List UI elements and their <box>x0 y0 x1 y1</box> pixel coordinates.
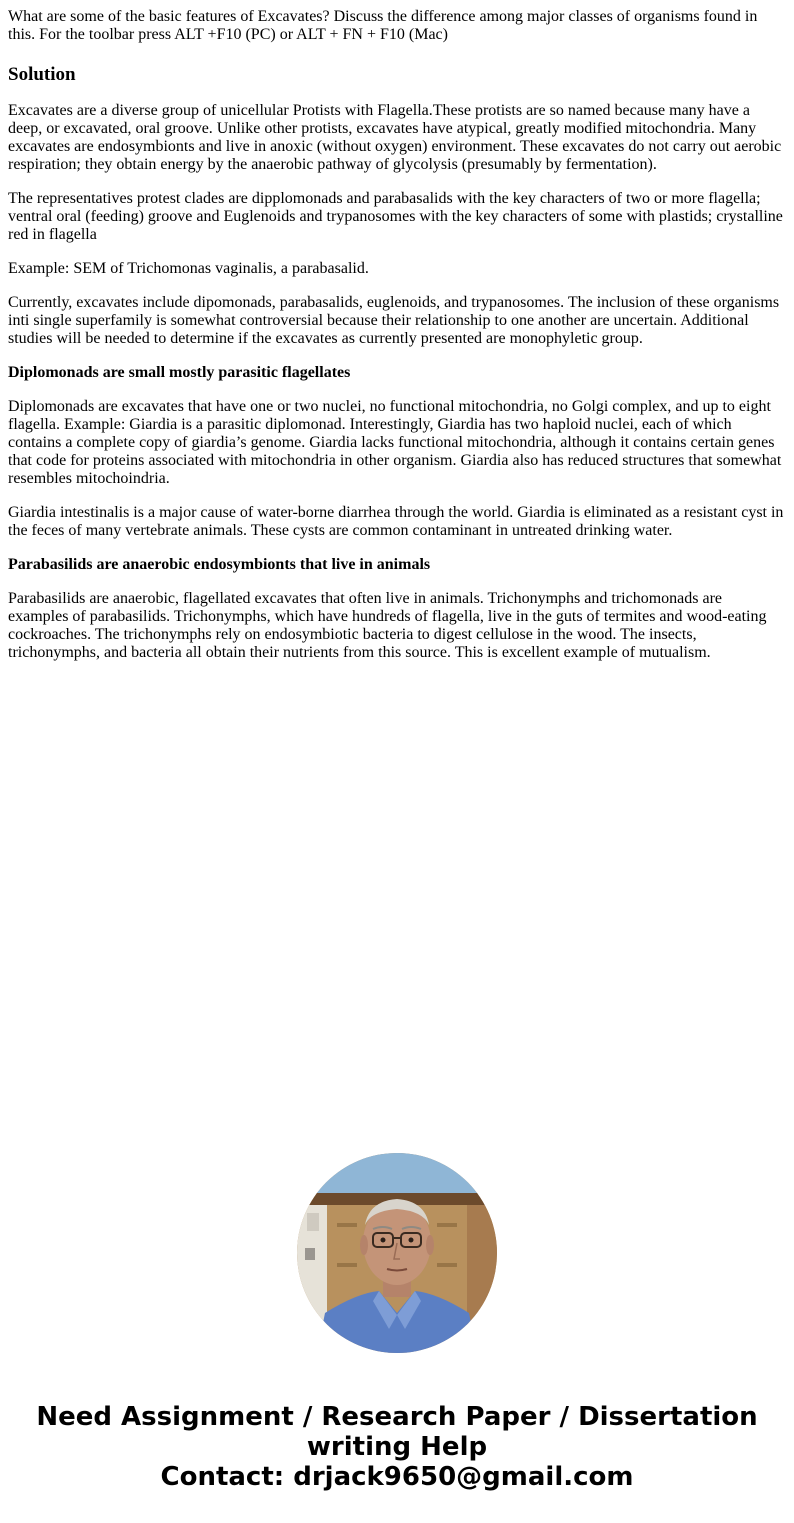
avatar <box>297 1153 497 1353</box>
paragraph-parabasilids: Parabasilids are anaerobic, flagellated excavates that often live in animals. Trichonymphs and trichomonads are examples of parabasilids. Trichonymphs, which have hundreds of flagella, live in the guts of termites and wood-eating cockroaches. The trichonymphs rely on endosymbiotic bacteria to digest cellulose in the wood. The insects, trichonymphs, and bacteria all obtain their nutrients from this source. This is excellent example of mutualism. <box>8 590 767 661</box>
banner-contact-line: Contact: drjack9650@gmail.com <box>160 1462 634 1492</box>
paragraph-giardia: Giardia intestinalis is a major cause of water-borne diarrhea through the world. Giardia is eliminated as a resistant cyst in the feces of many vertebrate animals. These cysts are common contaminant in untreated drinking water. <box>8 504 784 539</box>
solution-heading: Solution <box>8 64 76 85</box>
subheading-diplomonads: Diplomonads are small mostly parasitic flagellates <box>8 364 351 381</box>
assignment-help-banner <box>0 1402 794 1492</box>
document-body <box>8 8 786 662</box>
banner-line-1: Need Assignment / Research Paper / Dissertation <box>36 1402 758 1432</box>
paragraph-excavates-intro: Excavates are a diverse group of unicellular Protists with Flagella.These protists are so named because many have a deep, or excavated, oral groove. Unlike other protists, excavates have atypical, greatly modified mitochondria. Many excavates are endosymbionts and live in anoxic (without oxygen) environment. These excavates do not carry out aerobic respiration; they obtain energy by the anaerobic pathway of glycolysis (presumably by fermentation). <box>8 102 782 173</box>
paragraph-clades: The representatives protest clades are dipplomonads and parabasalids with the key characters of two or more flagella; ventral oral (feeding) groove and Euglenoids and trypanosomes with the key characters of some with plastids; crystalline red in flagella <box>8 190 783 243</box>
question-text: What are some of the basic features of Excavates? Discuss the difference among major classes of organisms found in this. For the toolbar press ALT +F10 (PC) or ALT + FN + F10 (Mac) <box>8 8 758 43</box>
paragraph-current-excavates: Currently, excavates include dipomonads, parabasalids, euglenoids, and trypanosomes. The inclusion of these organisms inti single superfamily is somewhat controversial because their relationship to one another are uncertain. Additional studies will be needed to determine if the excavates as currently presented are monophyletic group. <box>8 294 780 347</box>
banner-line-2: writing Help <box>306 1432 488 1462</box>
paragraph-example-sem: Example: SEM of Trichomonas vaginalis, a parabasalid. <box>8 260 369 277</box>
subheading-parabasilids: Parabasilids are anaerobic endosymbionts that live in animals <box>8 556 431 573</box>
paragraph-diplomonads: Diplomonads are excavates that have one or two nuclei, no functional mitochondria, no Golgi complex, and up to eight flagella. Example: Giardia is a parasitic diplomonad. Interestingly, Giardia has two haploid nuclei, each of which contains a complete copy of giardia’s genome. Giardia lacks functional mitochondria, although it contains certain genes that code for proteins associated with mitochondria in other organism. Giardia also has reduced structures that somewhat resembles mitochoindria. <box>8 398 782 487</box>
avatar-portrait-image <box>297 1153 497 1353</box>
